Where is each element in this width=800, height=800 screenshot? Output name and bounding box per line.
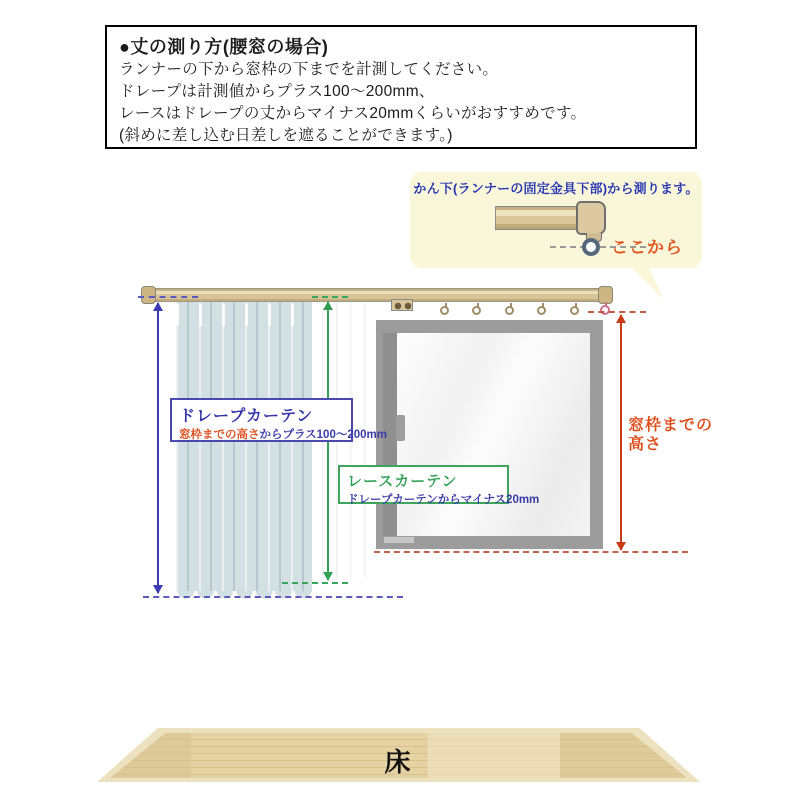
window-frame-height-label: [628, 416, 718, 454]
window-crescent-lock: [396, 415, 405, 441]
instruction-line-4: (斜めに差し込む日差しを遮ることができます。): [119, 127, 453, 144]
measure-from-callout: [410, 172, 702, 268]
window-height-line2: 高さ: [628, 436, 663, 453]
drape-pleat-hooks: [176, 304, 312, 326]
frame-bottom-guide-dash: [374, 551, 688, 553]
window: [376, 320, 603, 549]
floor-label: 床: [384, 747, 413, 777]
drape-bottom-guide-dash: [143, 596, 403, 598]
runner-ring-icon: [472, 306, 481, 315]
page-title: ●丈の測り方(腰窓の場合): [119, 37, 329, 57]
runner-ring-icon: [582, 238, 600, 256]
measure-start-ring-icon: [600, 305, 610, 315]
lace-label-measure: ドレープカーテンからマイナス20mm: [347, 494, 540, 506]
instruction-line-3: レースはドレープの丈からマイナス20mmくらいがおすすめです。: [119, 105, 587, 122]
lace-label-title: レースカーテン: [347, 473, 458, 490]
callout-text: かん下(ランナーの固定金具下部)から測ります。: [413, 181, 699, 196]
runner-ring-icon: [440, 306, 449, 315]
drape-label-box: [170, 398, 387, 442]
runner-ring-icon: [570, 306, 579, 315]
drape-measure-base: 窓枠までの高さ: [179, 429, 260, 441]
instruction-line-2: ドレープは計測値からプラス100〜200mm、: [119, 83, 435, 100]
window-frame-height-arrow: [620, 315, 622, 550]
drape-length-arrow: [157, 303, 159, 593]
window-bottom-handle: [384, 537, 414, 543]
measure-from-label: ここから: [611, 238, 683, 257]
drape-curtain: [176, 301, 312, 591]
lace-label-box: [338, 465, 540, 506]
window-height-line1: 窓枠までの: [628, 417, 714, 434]
drape-label-measure: [179, 426, 387, 442]
instruction-box: [105, 25, 697, 149]
runner-ring-icon: [537, 306, 546, 315]
frame-top-guide-dash: [588, 311, 646, 313]
runner-ring-icon: [505, 306, 514, 315]
drape-top-guide-dash: [138, 296, 198, 298]
drape-measure-add: からプラス100〜200mm: [259, 429, 387, 441]
drape-label-title: ドレープカーテン: [179, 408, 314, 425]
rail-illustration-endcap: [576, 201, 606, 235]
curtain-rail: [150, 288, 606, 302]
instruction-line-1: ランナーの下から窓枠の下までを計測してください。: [119, 61, 499, 78]
lace-top-guide-dash: [312, 296, 348, 298]
rail-illustration-bar: [495, 206, 588, 230]
lace-bottom-guide-dash: [282, 582, 348, 584]
rail-fixing-bracket-icon: [391, 299, 413, 311]
